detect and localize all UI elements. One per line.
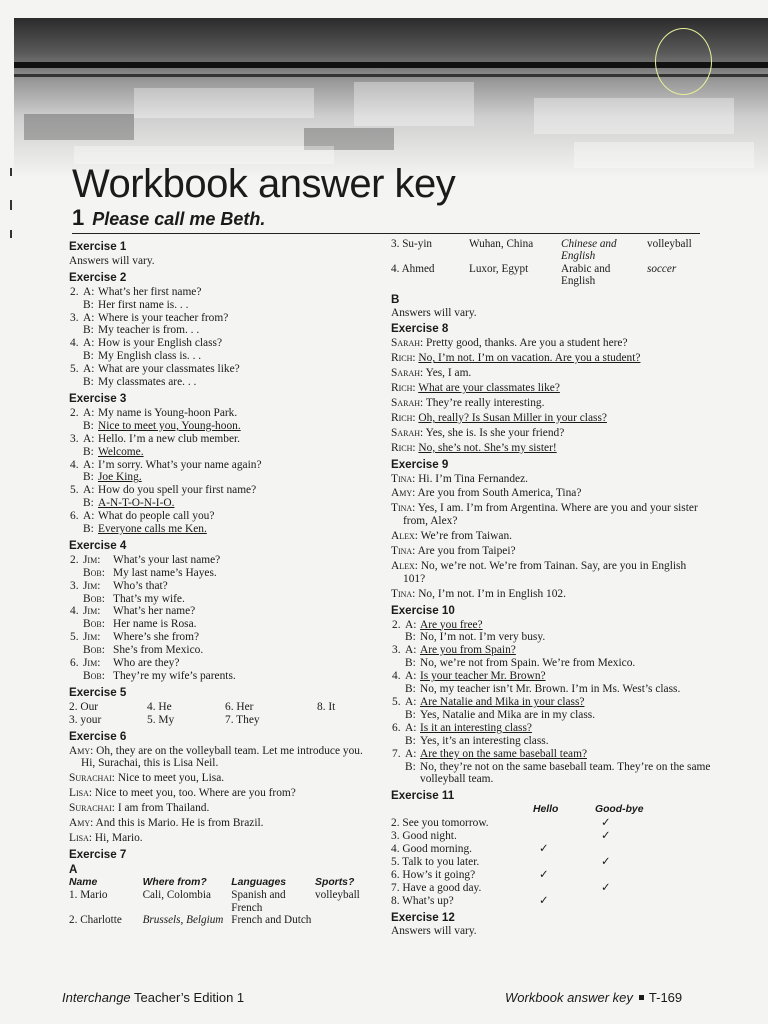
answer-line: B: Yes, it’s an interesting class. xyxy=(405,734,549,747)
column-header: Languages xyxy=(231,876,287,888)
column-header: Hello xyxy=(533,804,559,816)
table-row: 6. How’s it going? ✓ xyxy=(391,869,665,882)
answer-line: B: Joe King. xyxy=(83,471,142,484)
table-cell: 3. Su-yin xyxy=(391,238,433,250)
part-label: B xyxy=(391,292,400,306)
exercise-heading: Exercise 6 xyxy=(69,729,127,743)
exercise-heading: Exercise 12 xyxy=(391,910,455,924)
answer-line: 6. A: What do people call you? xyxy=(70,510,215,523)
answer-line: B: Her first name is. . . xyxy=(83,298,189,311)
exercise-5-grid xyxy=(69,701,374,727)
exercise-10-lines xyxy=(391,619,711,787)
check-mark-icon: ✓ xyxy=(601,855,611,868)
table-cell: Wuhan, China xyxy=(469,238,534,250)
table-row xyxy=(391,263,707,288)
answer-line: B: Everyone calls me Ken. xyxy=(83,523,207,536)
check-mark-icon xyxy=(595,869,665,882)
table-header-row xyxy=(69,877,374,889)
table-cell: Arabic and English xyxy=(561,262,611,288)
answer-line: 3. Jim: Who’s that? xyxy=(70,579,168,592)
margin-mark xyxy=(10,200,12,210)
dialog-line: Alex: We’re from Taiwan. xyxy=(391,530,512,543)
answer-item: 7. They xyxy=(225,713,260,726)
dialog-line: Sarah: Yes, I am. xyxy=(391,367,472,380)
answer-item: 4. He xyxy=(147,700,172,713)
answer-line: Bob: They’re my wife’s parents. xyxy=(83,670,236,682)
answer-line: 5. A: What are your classmates like? xyxy=(70,363,240,376)
answer-line: 2. A: My name is Young-hoon Park. xyxy=(70,406,238,419)
answer-line: 4. Jim: What’s her name? xyxy=(70,605,196,618)
margin-mark xyxy=(10,168,12,176)
check-mark-icon xyxy=(533,882,595,895)
dialog-line: Tina: Are you from Taipei? xyxy=(391,545,516,558)
footer-book-title: Interchange Teacher’s Edition 1 xyxy=(62,990,245,1005)
table-header-row xyxy=(391,804,665,817)
dialog-line: Rich: No, I’m not. I’m on vacation. Are you a student? xyxy=(391,352,641,365)
exercise-2-lines xyxy=(69,286,374,389)
check-mark-icon: ✓ xyxy=(601,830,611,843)
answer-line: 4. A: Is your teacher Mr. Brown? xyxy=(392,670,546,683)
answer-line: B: No, they’re not on the same baseball team. They’re on the same volleyball team. xyxy=(405,760,711,786)
table-row xyxy=(391,238,707,263)
exercise-7-table xyxy=(69,877,374,927)
exercise-11-table xyxy=(391,804,665,907)
check-mark-icon xyxy=(595,843,665,856)
answer-line: Bob: She’s from Mexico. xyxy=(83,644,204,657)
left-column xyxy=(69,237,374,926)
table-cell: French and Dutch xyxy=(231,913,312,926)
table-row: 7. Have a good day. ✓ xyxy=(391,882,665,895)
exercise-heading: Exercise 3 xyxy=(69,391,127,405)
dialog-line: Amy: Are you from South America, Tina? xyxy=(391,487,582,500)
dialog-line: Rich: What are your classmates like? xyxy=(391,382,560,395)
title-rule xyxy=(72,233,700,234)
table-row xyxy=(69,889,374,914)
check-mark-icon: ✓ xyxy=(539,842,549,855)
answer-line: 3. A: Where is your teacher from? xyxy=(70,311,229,324)
table-cell: 4. Ahmed xyxy=(391,262,435,275)
answer-line: 6. A: Is it an interesting class? xyxy=(392,721,532,734)
check-mark-icon: ✓ xyxy=(539,868,549,881)
answer-item xyxy=(317,714,357,727)
answer-item: 5. My xyxy=(147,713,175,726)
exercise-heading: Exercise 9 xyxy=(391,457,449,471)
exercise-heading: Exercise 11 xyxy=(391,789,455,803)
answer-line: Bob: That’s my wife. xyxy=(83,592,185,605)
answer-line: B: My English class is. . . xyxy=(83,350,202,363)
exercise-text: Answers will vary. xyxy=(391,925,477,938)
answer-line: 3. A: Are you from Spain? xyxy=(392,644,516,657)
exercise-7-table-continued xyxy=(391,238,707,288)
dialog-line: Tina: Hi. I’m Tina Fernandez. xyxy=(391,472,528,485)
answer-line: Bob: My last name’s Hayes. xyxy=(83,566,217,579)
column-header: Good-bye xyxy=(595,804,644,816)
table-row xyxy=(69,914,374,926)
answer-item: 2. Our xyxy=(69,700,99,713)
column-header: Sports? xyxy=(315,876,355,888)
page-number: T-169 xyxy=(648,990,683,1005)
exercise-heading: Exercise 2 xyxy=(69,270,127,284)
exercise-heading: Exercise 1 xyxy=(69,240,127,253)
exercise-heading: Exercise 5 xyxy=(69,685,127,699)
answer-item: 8. It xyxy=(317,700,336,713)
page-title: Workbook answer key xyxy=(72,162,456,206)
table-cell: Chinese and English xyxy=(561,238,617,263)
answer-line: 3. A: Hello. I’m a new club member. xyxy=(70,432,241,445)
dialog-line: Rich: No, she’s not. She’s my sister! xyxy=(391,441,557,454)
unit-title: Please call me Beth. xyxy=(92,209,266,229)
answer-line: 5. Jim: Where’s she from? xyxy=(70,631,200,644)
dialog-line: Sarah: Pretty good, thanks. Are you a student here? xyxy=(391,337,628,350)
dialog-line: Amy: Oh, they are on the volleyball team. Let me introduce you. Hi, Surachai, this is Lisa Neil. xyxy=(69,744,363,770)
dialog-line: Rich: Oh, really? Is Susan Miller in your class? xyxy=(391,411,607,424)
dialog-line: Tina: Yes, I am. I’m from Argentina. Where are you and your sister from, Alex? xyxy=(391,502,698,528)
exercise-8-lines xyxy=(391,337,711,454)
answer-item: 3. your xyxy=(69,713,102,726)
footer-page-label: Workbook answer key T-169 xyxy=(505,990,683,1005)
unit-number: 1 xyxy=(72,205,85,230)
table-row: 3. Good night. ✓ xyxy=(391,830,665,843)
exercise-heading: Exercise 7 xyxy=(69,847,127,861)
answer-line: B: No, I’m not. I’m very busy. xyxy=(405,631,546,644)
part-label: A xyxy=(69,862,78,876)
table-row: 8. What’s up? ✓ xyxy=(391,895,665,908)
answer-line: 2. A: Are you free? xyxy=(392,618,483,631)
check-mark-icon: ✓ xyxy=(601,817,611,830)
check-mark-icon xyxy=(595,895,665,908)
table-cell xyxy=(315,914,374,926)
dialog-line: Sarah: Yes, she is. Is she your friend? xyxy=(391,426,565,439)
answer-line: B: No, we’re not from Spain. We’re from Mexico. xyxy=(405,657,636,670)
table-cell: soccer xyxy=(647,262,677,275)
answer-line: B: My teacher is from. . . xyxy=(83,324,200,337)
answer-line: Bob: Her name is Rosa. xyxy=(83,618,197,631)
answer-line: B: Welcome. xyxy=(83,445,144,458)
answer-line: 2. A: What’s her first name? xyxy=(70,285,202,298)
dialog-line: Alex: No, we’re not. We’re from Tainan. Say, are you in English 101? xyxy=(391,559,687,585)
dialog-line: Tina: No, I’m not. I’m in English 102. xyxy=(391,587,566,600)
answer-line: 6. Jim: Who are they? xyxy=(70,657,180,670)
dialog-line: Surachai: Nice to meet you, Lisa. xyxy=(69,772,225,785)
right-column xyxy=(391,238,711,938)
table-row: 2. See you tomorrow. ✓ xyxy=(391,817,665,830)
dialog-line: Lisa: Nice to meet you, too. Where are you from? xyxy=(69,787,296,800)
table-row: 4. Good morning. ✓ xyxy=(391,843,665,856)
answer-line: 7. A: Are they on the same baseball team? xyxy=(392,747,587,760)
header-banner xyxy=(14,18,768,178)
answer-line: 5. A: Are Natalie and Mika in your class? xyxy=(392,696,585,708)
answer-item: 6. Her xyxy=(225,700,254,713)
table-cell: 1. Mario xyxy=(69,889,108,902)
table-cell: Spanish and French xyxy=(231,889,286,914)
exercise-6-lines xyxy=(69,745,374,845)
answer-line: B: A-N-T-O-N-I-O. xyxy=(83,497,175,510)
dialog-line: Surachai: I am from Thailand. xyxy=(69,802,210,815)
exercise-9-lines xyxy=(391,473,711,601)
check-mark-icon: ✓ xyxy=(539,894,549,907)
table-cell: volleyball xyxy=(315,889,360,902)
answer-line: 4. A: How is your English class? xyxy=(70,337,223,350)
answer-line: 2. Jim: What’s your last name? xyxy=(70,553,221,566)
column-header: Name xyxy=(69,876,98,888)
check-mark-icon xyxy=(533,817,595,830)
answer-line: B: Nice to meet you, Young-hoon. xyxy=(83,419,241,432)
answer-line: B: No, my teacher isn’t Mr. Brown. I’m in Ms. West’s class. xyxy=(405,683,681,696)
exercise-text: Answers will vary. xyxy=(69,254,155,267)
table-cell: volleyball xyxy=(647,238,692,250)
dialog-line: Amy: And this is Mario. He is from Brazil. xyxy=(69,817,264,830)
exercise-4-lines xyxy=(69,554,374,683)
exercise-text: Answers will vary. xyxy=(391,306,477,319)
margin-mark xyxy=(10,230,12,238)
table-row: 5. Talk to you later. ✓ xyxy=(391,856,665,869)
answer-line: B: Yes, Natalie and Mika are in my class. xyxy=(405,708,596,721)
answer-line: 4. A: I’m sorry. What’s your name again? xyxy=(70,458,262,471)
answer-line: B: My classmates are. . . xyxy=(83,376,197,389)
answer-line: 5. A: How do you spell your first name? xyxy=(70,484,257,497)
exercise-heading: Exercise 10 xyxy=(391,603,455,617)
square-bullet-icon xyxy=(639,995,644,1000)
dialog-line: Lisa: Hi, Mario. xyxy=(69,831,143,844)
table-cell: Brussels, Belgium xyxy=(142,913,224,926)
column-header: Where from? xyxy=(142,876,207,888)
exercise-heading: Exercise 8 xyxy=(391,322,449,336)
check-mark-icon xyxy=(533,830,595,843)
exercise-3-lines xyxy=(69,407,374,536)
table-cell: Cali, Colombia xyxy=(142,889,211,902)
unit-heading xyxy=(72,205,265,231)
exercise-heading: Exercise 4 xyxy=(69,538,127,552)
check-mark-icon: ✓ xyxy=(601,881,611,894)
table-cell: Luxor, Egypt xyxy=(469,262,529,275)
check-mark-icon xyxy=(533,856,595,869)
dialog-line: Sarah: They’re really interesting. xyxy=(391,396,545,409)
highlight-circle-mark xyxy=(655,28,712,95)
table-cell: 2. Charlotte xyxy=(69,913,122,926)
